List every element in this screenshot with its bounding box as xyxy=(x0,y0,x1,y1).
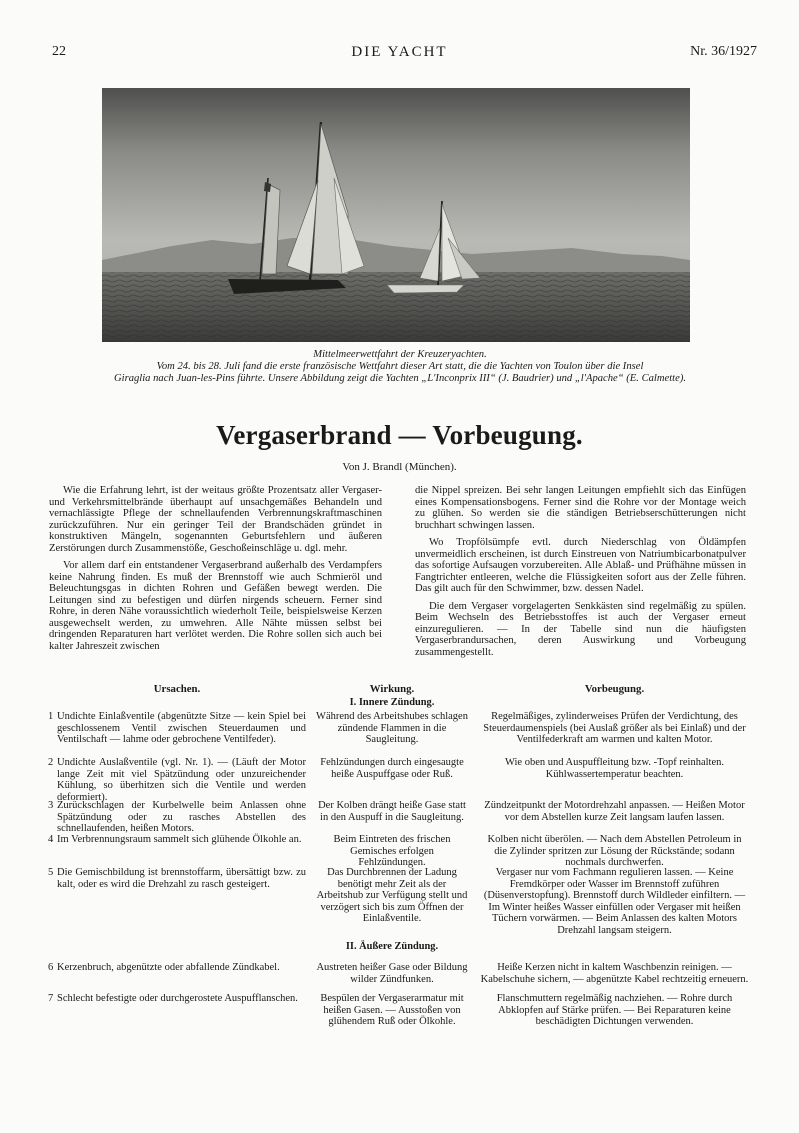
prevention-text: Vergaser nur vom Fachmann regulieren lassen. — Keine Fremdkörper oder Wasser im Brennstoff zuführen (Düsenverstopfung). Brennstoff durch Wildleder einfiltern. — Im Winter heißes Wasser einfüllen oder Vergaser mit heißen Tüchern vorwärmen. — Beim Anlassen des kalten Motors Drehzahl langsam steigern. xyxy=(483,867,746,936)
prevention-text: Heiße Kerzen nicht in kaltem Waschbenzin reinigen. — Kabelschuhe sichern, — abgenützte Kabel rechtzeitig erneuern. xyxy=(480,962,749,985)
paragraph: Vor allem darf ein entstandener Vergaserbrand außerhalb des Verdampfers keine Nahrung finden. Es muß der Brennstoff wie auch Schmieröl und Beleuchtungsgas in dichten Rohren und Gefäßen bewegt werden. Die Leitungen sind zu befestigen und dürfen nirgends scheuern. Ferner sind Rohre, in deren Nähe voraussichtlich wiederholt Teile, beispielsweise Kerzen ausgewechselt werden, zu umwehren. Alle Nähte müssen selbst bei dringenden Reparaturen hart verlötet werden. Die Rohre sollen sich auch bei kalter Jahreszeit zwischen xyxy=(49,560,382,652)
issue-number: Nr. 36/1927 xyxy=(690,44,757,59)
effect-text: Bespülen der Vergaserarmatur mit heißen Gasen. — Ausstoßen von glühendem Ruß oder Ölkohle. xyxy=(320,993,464,1028)
prevention-text: Wie oben und Auspuffleitung bzw. -Topf reinhalten. Kühlwassertemperatur beachten. xyxy=(505,757,724,780)
table-header-effects: Wirkung. xyxy=(369,683,415,695)
cause-text: Undichte Einlaßventile (abgenützte Sitze — kein Spiel bei geschlossenem Ventil zwischen Steuerdaumen und Ventilschaft — lahme oder gebrochene Ventilfeder). xyxy=(57,711,306,746)
cause-text: Zurückschlagen der Kurbelwelle beim Anlassen ohne Spätzündung oder zu rasches Abstellen des schnellaufenden, heißen Motors. xyxy=(57,800,306,835)
prevention-text: Kolben nicht überölen. — Nach dem Abstellen Petroleum in die Zylinder spritzen zur Lösung der Rückstände; sodann nochmals durchwerfen. xyxy=(487,834,742,869)
cause-row xyxy=(48,962,306,974)
cause-number: 6 xyxy=(48,962,54,973)
magazine-title: DIE YACHT xyxy=(351,44,448,60)
cause-row xyxy=(48,711,306,746)
prevention-text: Regelmäßiges, zylinderweises Prüfen der Verdichtung, des Steuerdaumenspiels (bei Auslaß größer als bei Einlaß) und der Ventilfederkraft am warmen und kalten Motor. xyxy=(483,711,746,746)
cause-text: Schlecht befestigte oder durchgerostete Auspufflanschen. xyxy=(57,993,298,1004)
section-inner-ignition: I. Innere Zündung. xyxy=(349,697,435,708)
cause-number: 4 xyxy=(48,834,54,845)
page-header xyxy=(0,44,799,62)
cause-row xyxy=(48,757,306,803)
cause-text: Im Verbrennungsraum sammelt sich glühende Ölkohle an. xyxy=(57,834,302,845)
section-outer-ignition: II. Äußere Zündung. xyxy=(345,941,439,952)
cause-text: Kerzenbruch, abgenützte oder abfallende Zündkabel. xyxy=(57,962,280,973)
caption-title: Mittelmeerwettfahrt der Kreuzeryachten. xyxy=(313,349,487,360)
caption-line: Vom 24. bis 28. Juli fand die erste französische Wettfahrt dieser Art statt, die die Yachten von Toulon über die Insel xyxy=(156,361,644,372)
cause-row xyxy=(48,993,306,1005)
effect-text: Das Durchbrennen der Ladung benötigt mehr Zeit als der Arbeitshub zur Verfügung stellt und verzögert sich bis zum Öffnen der Einlaßventile. xyxy=(316,867,468,925)
cause-row xyxy=(48,800,306,835)
caption-line: Giraglia nach Juan-les-Pins führte. Unsere Abbildung zeigt die Yachten „L'Inconprix III“ (J. Baudrier) und „l'Apache“ (E. Calmette). xyxy=(113,373,686,384)
cause-number: 1 xyxy=(48,711,54,722)
paragraph: Wo Tropfölsümpfe evtl. durch Niederschlag von Öldämpfen unvermeidlich erscheinen, ist durch Einstreuen von Natriumbicarbonatpulver das sofortige Aufsaugen vorzubereiten. Alle Ablaß- und Prüfhähne müssen in Fangtrichter entleeren, welche die Flüssigkeiten sofort aus der Zelle führen. Das gilt auch für den Schwimmer, bzw. dessen Nadel. xyxy=(415,537,746,594)
cause-row xyxy=(48,867,306,890)
paragraph: Die dem Vergaser vorgelagerten Senkkästen sind regelmäßig zu spülen. Beim Wechseln des Betriebsstoffes ist auch der Vergaser erneut einzuregulieren. — In der Tabelle sind nun die häufigsten Vergaserbrandursachen, deren Auswirkung und Vorbeugung zusammengestellt. xyxy=(415,600,746,658)
effect-text: Während des Arbeitshubes schlagen zündende Flammen in die Saugleitung. xyxy=(316,711,468,746)
effect-text: Austreten heißer Gase oder Bildung wilder Zündfunken. xyxy=(316,962,468,985)
article-title: Vergaserbrand — Vorbeugung. xyxy=(216,420,583,450)
paragraph: Wie die Erfahrung lehrt, ist der weitaus größte Prozentsatz aller Vergaser- und Verkehrsmittelbrände überhaupt auf unsachgemäßes Behandeln und vernachlässigte Pflege der schnellaufenden Verbrennungskraftmaschinen zurückzuführen. Nur ein geringer Teil der Brandschäden gründet in konstruktiven Mängeln, sogenannten Geburtsfehlern und äußeren Zerstörungen durch Zusammenstöße, Geschoßeinschläge u. dgl. mehr. xyxy=(49,485,382,554)
photo-caption xyxy=(40,349,760,385)
article-byline: Von J. Brandl (München). xyxy=(342,461,457,473)
table-header-prevention: Vorbeugung. xyxy=(584,683,645,695)
cause-number: 7 xyxy=(48,993,54,1004)
effect-text: Der Kolben drängt heiße Gase statt in den Auspuff in die Saugleitung. xyxy=(318,800,466,823)
yacht-race-photo xyxy=(102,88,690,342)
effect-text: Beim Eintreten des frischen Gemisches erfolgen Fehlzündungen. xyxy=(333,834,451,869)
article-column-right xyxy=(415,485,746,664)
effect-text: Fehlzündungen durch eingesaugte heiße Auspuffgase oder Ruß. xyxy=(320,757,464,780)
article-column-left xyxy=(49,485,382,658)
page-number: 22 xyxy=(52,44,66,59)
cause-number: 3 xyxy=(48,800,54,811)
cause-number: 5 xyxy=(48,867,54,878)
paragraph: die Nippel spreizen. Bei sehr langen Leitungen empfiehlt sich das Einfügen eines Kompensationsbogens. Ferner sind die Rohre vor der Montage weich zu glühen. So werden sie die ständigen Betriebserschütterungen nicht bruchhart schwingen lassen. xyxy=(415,485,746,531)
cause-text: Die Gemischbildung ist brennstoffarm, übersättigt bzw. zu kalt, oder es wird die Drehzahl zu rasch gesteigert. xyxy=(57,867,306,890)
cause-number: 2 xyxy=(48,757,54,768)
cause-row xyxy=(48,834,306,846)
prevention-text: Flanschmuttern regelmäßig nachziehen. — Rohre durch Abklopfen auf Stärke prüfen. — Bei Reparaturen keine beschädigten Dichtungen verwenden. xyxy=(496,993,733,1028)
cause-text: Undichte Auslaßventile (vgl. Nr. 1). — (Läuft der Motor lange Zeit mit viel Spätzündung oder unzureichender Kühlung, so überhitzen sich die Ventile und werden deformiert). xyxy=(57,757,306,803)
table-header-causes: Ursachen. xyxy=(153,683,201,695)
prevention-text: Zündzeitpunkt der Motordrehzahl anpassen. — Heißen Motor vor dem Abstellen kurze Zeit langsam laufen lassen. xyxy=(484,800,745,823)
